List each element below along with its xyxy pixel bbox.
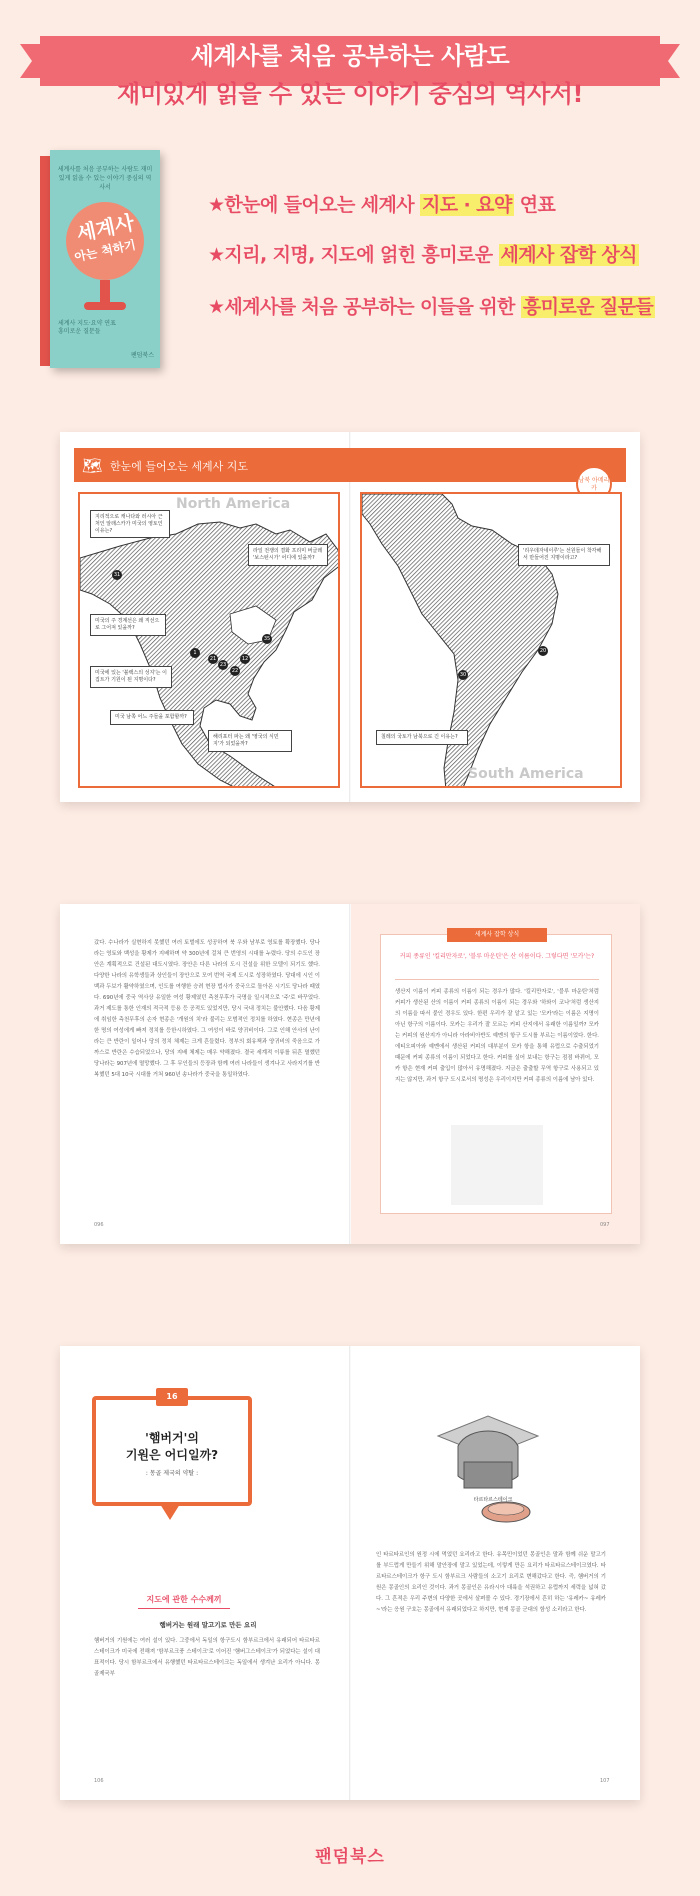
region-badge: 남북 아메리카 <box>576 466 612 502</box>
spread-chapter <box>60 1346 640 1800</box>
map-callout: 미국 남쪽 어느 주들을 포함할까? <box>110 710 194 725</box>
map-pin: 35 <box>263 636 271 642</box>
chapter-box <box>92 1392 252 1506</box>
north-america-map <box>78 492 340 788</box>
map-callout: 미국의 주 경계선은 왜 직선으로 그어져 있을까? <box>90 614 166 636</box>
page-fold <box>349 432 351 802</box>
section-label: 지도에 관한 수수께끼 <box>146 1595 222 1604</box>
map-pin: 30 <box>459 672 467 678</box>
map-pin: 21 <box>209 656 217 662</box>
divider <box>395 979 599 980</box>
banner-headline-1: 세계사를 처음 공부하는 사람도 <box>190 42 510 70</box>
map-pin: 1 <box>190 648 200 658</box>
trivia-box-title: 세계사 잡학 상식 <box>447 928 547 942</box>
chapter-box-tail <box>160 1504 180 1520</box>
book-publisher: 팬덤북스 <box>130 352 154 359</box>
book-cover <box>40 150 160 370</box>
page-number: 107 <box>600 1778 610 1784</box>
book-front <box>50 150 160 368</box>
page-fold <box>349 1346 351 1800</box>
map-callout: 칠레의 국토가 남북으로 긴 이유는? <box>376 730 468 745</box>
map-callout: 해리포터 파는 왜 '영국의 식민지'가 되었을까? <box>208 730 292 752</box>
section-heading: 햄버거는 원래 말고기로 만든 요리 <box>159 1621 257 1629</box>
spread-map <box>60 432 640 802</box>
body-text: 햄버거의 기원에는 여러 설이 있다. 그중에서 독일의 항구도시 함부르크에서 유래되어 타르타르스테이크가 미국에 전해져 '함부르크풍 스테이크'로 이어진 '햄버그스테이크'가 되었다는 설이 대표적이다. 당시 함부르크에서 유행했던 타르타르스테이크는 독일에서 생겨난 요리가 아니다. 몽골제국부 <box>94 1638 320 1677</box>
page-number: 097 <box>600 1222 610 1228</box>
page-number: 096 <box>94 1222 104 1228</box>
divider <box>138 1608 230 1609</box>
publisher-logo: 팬덤북스 <box>315 1847 385 1867</box>
feature-item: ★한눈에 들어오는 세계사 지도 · 요약 연표 <box>208 194 556 216</box>
map-callout: '리우데자네이루'는 선원들이 착각해서 만들어진 지명이라고? <box>518 544 610 566</box>
map-callout: 지리적으로 캐나다와 러시아 근처인 알래스카가 미국의 영토인 이유는? <box>90 510 170 538</box>
trivia-box <box>380 931 612 1214</box>
page-number: 106 <box>94 1778 104 1784</box>
illustration-caption: 타르타르스테이크 <box>473 1497 513 1503</box>
book-tagline: 세계사를 처음 공부하는 사람도 재미있게 읽을 수 있는 이야기 중심의 역사서 <box>57 166 153 191</box>
feature-item: ★세계사를 처음 공부하는 이들을 위한 흥미로운 질문들 <box>208 296 654 318</box>
south-america-label: South America <box>468 766 584 782</box>
chapter-title: '햄버거'의 기원은 어디일까? <box>125 1431 219 1462</box>
map-pin: 31 <box>113 572 121 578</box>
page-fold <box>349 904 351 1244</box>
south-america-map <box>360 492 622 788</box>
north-america-label: North America <box>176 496 291 512</box>
highlight: 지도 · 요약 <box>422 194 512 216</box>
map-header-bar <box>74 448 626 482</box>
map-pin: 20 <box>539 648 547 654</box>
highlight: 세계사 잡학 상식 <box>500 244 637 266</box>
globe-stand <box>100 280 110 304</box>
map-header-title: 한눈에 들어오는 세계사 지도 <box>110 460 249 473</box>
map-callout: 미국에 있는 '블랙스의 성지'는 이집트가 기원이 된 지명이다? <box>90 666 172 688</box>
map-callout: 라일 전쟁의 결화 프리미 버글레 '보스턴시가' 어디에 있을까? <box>248 544 328 566</box>
trivia-question: 커피 종류인 '킬리만자로', '블루 마운틴'은 산 이름이다. 그렇다면 '모카'는? <box>399 953 595 960</box>
book-title: 세계사 <box>74 210 137 246</box>
saddle-steak-illustration <box>418 1396 558 1536</box>
map-pin: 12 <box>241 656 249 662</box>
chapter-number: 16 <box>156 1388 188 1406</box>
chapter-subtitle: : 몽골 제국의 약탈 : <box>145 1470 199 1477</box>
feature-item: ★지리, 지명, 지도에 얽힌 흥미로운 세계사 잡학 상식 <box>208 244 637 266</box>
trivia-text: 생산지 이름이 커피 종류의 이름이 되는 경우가 많다. '킬리만자로', '블루 마운틴'처럼 커피가 생산된 산의 이름이 커피 종류의 이름이 되는 경우와 '하와이 코나'처럼 생산지의 이름을 따서 붙인 경우도 있다. 한편 우리가 잘 알고 있는 '모카'라는 이름은 지명이 아닌 항구의 이름이다. 모카는 우리가 잘 모르는 커피 산지에서 유래한 이름일까? 모카는 커피의 원산지가 아니라 아라비아반도 예멘의 항구 도시를 부르는 이름이었다. 한다. 에티오피아와 예멘에서 생산된 커피의 대부분이 모카 항을 통해 유럽으로 수출되었기 때문에 커피 종류의 이름이 되었다고 한다. 커피를 실어 보내는 항구는 점점 바뀌어, 모카 항은 현재 커피 출입이 많아서 유명해졌다. 지금은 출출할 무역 항구로 사용되고 있지는 않지만, 과거 항구 도시로서의 명성은 우리이지만 커피 종류의 이름에 남아 있다. <box>395 989 599 1083</box>
body-text: 인 타르타르인의 원정 시에 먹었던 요리라고 한다. 유목민이었던 몽골인은 말과 함께 쉬운 말고기를 부드럽게 만들기 위해 말안장에 말고 있었는데, 이렇게 만든 요리가 타르타르스테이크였다. 타르타르스테이크가 항구 도시 함부르크 사람들의 소고기 요리로 변해갔다고 한다. 즉, 햄버거의 기원은 몽골인의 요리인 것이다. 과거 몽골인은 유라시아 대륙을 석권하고 유럽까지 세력을 넓혀 갔다. 그 흔적은 우리 주변의 다양한 곳에서 살펴볼 수 있다. 경기장에서 흔히 하는 '유레카~ 유레카~'라는 응원 구호는 몽골에서 유래되었다고 하지만, 현재 몽골 군대의 함성 소리라고 한다. <box>376 1552 606 1613</box>
world-map-icon: 🗺 <box>82 456 103 475</box>
globe-base <box>84 302 126 310</box>
spread-text <box>60 904 640 1244</box>
banner-headline-2: 재미있게 읽을 수 있는 이야기 중심의 역사서! <box>117 80 583 108</box>
highlight: 흥미로운 질문들 <box>522 296 654 318</box>
body-text: 갔다. 수나라가 실현하지 못했던 여러 토벌에도 성공하여 북 우와 남부로 영토를 확장했다. 당나라는 영토와 백성을 황제가 지배하며 약 300년에 걸쳐 큰 번영의 시대를 누렸다. 당의 수도인 장안은 계획적으로 건설된 대도시였다. 장안은 다른 나라의 도시 건설을 위한 모델이 되기도 했다. 다양한 나라의 유학생들과 상인들이 장안으로 모여 번역 국제 도시로 성장하였다. 당대에 시인 이백과 두보가 활약하였으며, 인도를 여행한 승려 현장 법사가 중국으로 돌아온 시기도 당나라 때였다. 690년에 중국 역사상 유일한 여성 황제였던 측천무후가 국명을 일시적으로 '주'로 바꾸었다. 과거 제도를 통한 인재의 적극적 등용 등 공적도 있었지만, 당시 국내 정치는 불안했다. 다음 황제에 취임한 측천무후의 손자 현종은 '개원의 치'라 불리는 모범적인 정치를 하였다. 현종은 만년에 한 명의 여성에게 빠져 정치를 등한시하였다. 그 여성이 바로 양귀비이다. 그로 인해 안사의 난이라는 큰 반란이 일어나 당의 정치 체제는 크게 흔들렸다. 정부의 회유책과 양귀비의 죽음으로 가까스로 반란은 수습되었으나, 당의 지배 체제는 매우 약해졌다. 결국 세계적 이류를 뒤흔 멸했던 당나라는 907년에 멸망했다. 그 후 무인들의 등장과 함께 여러 나라들이 생겨나고 사라지기를 반복했던 5대 10국 시대를 거쳐 960년 송나라가 중국을 통일하였다. <box>94 940 320 1078</box>
book-subtitle: 아는 척하기 <box>73 237 137 265</box>
yemen-map-figure <box>451 1125 543 1205</box>
map-pin: 23 <box>219 662 227 668</box>
map-pin: 22 <box>231 668 239 674</box>
book-caption: 세계사 지도·요약 연표 흥미로운 질문들 <box>58 320 116 336</box>
